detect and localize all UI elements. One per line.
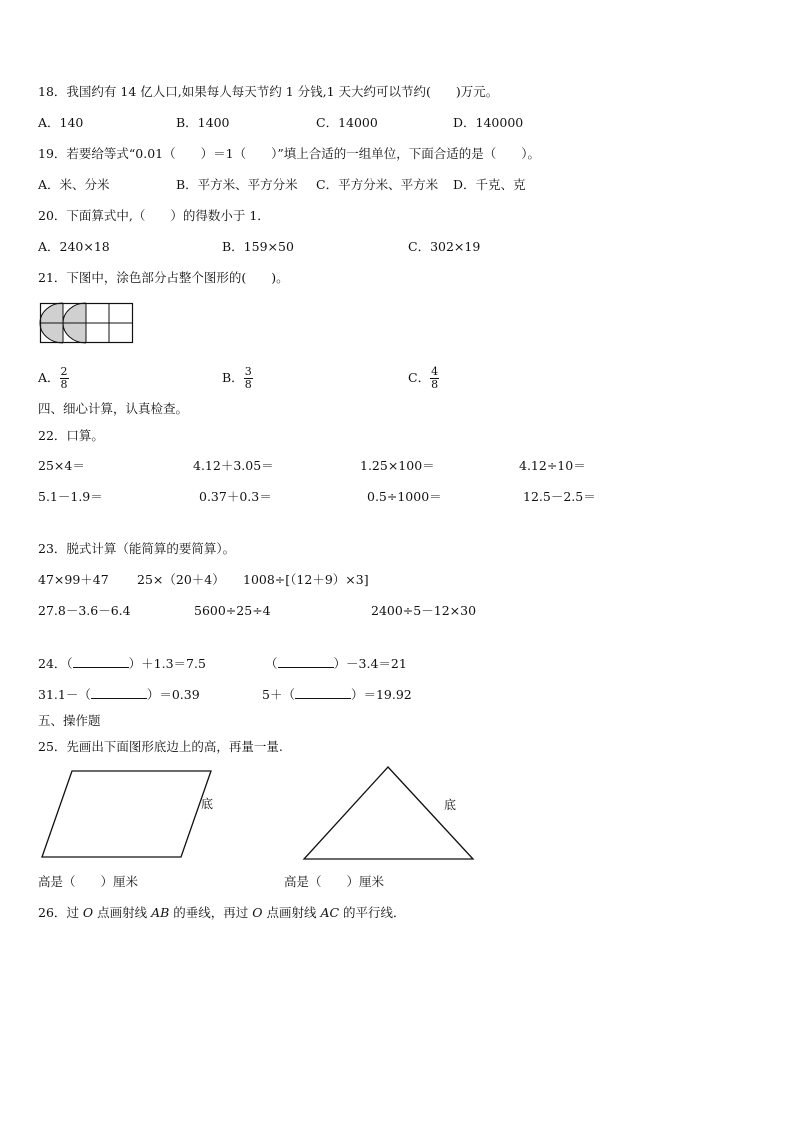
q23-r1-c1: 47×99＋47	[38, 572, 109, 587]
q22-r1-c4: 4.12÷10＝	[519, 458, 586, 473]
q22-r2-c2: 0.37＋0.3＝	[199, 489, 272, 504]
q23-r1-c2: 25×（20＋4）	[137, 572, 225, 587]
q18-option-c[interactable]: C．14000	[316, 115, 378, 130]
triangle-shape	[304, 767, 473, 859]
q21-shaded-grid-figure	[40, 303, 133, 343]
q20-option-a[interactable]: A．240×18	[38, 239, 110, 254]
section-5-heading: 五、操作题	[38, 713, 101, 728]
q23-r2-c2: 5600÷25÷4	[194, 603, 271, 618]
q20-option-c[interactable]: C．302×19	[408, 239, 481, 254]
answer-blank[interactable]	[91, 686, 147, 699]
q18-option-b[interactable]: B．1400	[176, 115, 230, 130]
q21-stem: 21．下图中，涂色部分占整个图形的( )。	[38, 270, 289, 285]
q18-option-d[interactable]: D．140000	[453, 115, 524, 130]
q24-r1-c2: （ ）－3.4＝21	[265, 656, 407, 671]
answer-blank[interactable]	[295, 686, 351, 699]
q18-option-a[interactable]: A．140	[38, 115, 84, 130]
parallelogram-shape	[42, 771, 214, 857]
q22-r1-c1: 25×4＝	[38, 458, 85, 473]
q23-r2-c3: 2400÷5－12×30	[371, 603, 477, 618]
q19-option-a[interactable]: A．米、分米	[38, 177, 110, 192]
q25-answer-parallelogram[interactable]: 高是（ ）厘米	[38, 874, 139, 889]
answer-blank[interactable]	[278, 655, 334, 668]
q22-r2-c1: 5.1－1.9＝	[38, 489, 103, 504]
q20-option-b[interactable]: B．159×50	[222, 239, 294, 254]
q24-r2-c1: 31.1－（ ）＝0.39	[38, 687, 200, 702]
q25-stem: 25．先画出下面图形底边上的高，再量一量.	[38, 739, 283, 754]
q19-stem: 19．若要给等式“0.01（ ）＝1（ ）”填上合适的一组单位，下面合适的是（ ）。	[38, 146, 540, 161]
q21-option-a[interactable]: A． $\frac{2}{8}$	[38, 365, 68, 391]
q23-r1-c3: 1008÷[（12＋9）×3]	[243, 572, 369, 587]
triangle-base-label: 底	[444, 798, 457, 812]
q22-r1-c3: 1.25×100＝	[360, 458, 435, 473]
q26-stem: 26．过 O 点画射线 AB 的垂线，再过 O 点画射线 AC 的平行线．	[38, 905, 406, 920]
q19-option-c[interactable]: C．平方分米、平方米	[316, 177, 439, 192]
q24-r2-c2: 5＋（ ）＝19.92	[262, 687, 412, 702]
q21-option-c[interactable]: C． $\frac{4}{8}$	[408, 365, 439, 391]
q19-option-d[interactable]: D．千克、克	[453, 177, 526, 192]
q18-stem: 18．我国约有 14 亿人口,如果每人每天节约 1 分钱,1 天大约可以节约( )万元。	[38, 84, 499, 99]
q22-r2-c4: 12.5－2.5＝	[523, 489, 596, 504]
parallelogram-base-label: 底	[201, 797, 214, 811]
q23-stem: 23．脱式计算（能简算的要简算）。	[38, 541, 236, 556]
q20-stem: 20．下面算式中,（ ）的得数小于 1．	[38, 208, 270, 223]
q25-answer-triangle[interactable]: 高是（ ）厘米	[284, 874, 385, 889]
q24-r1-c1: 24．（ ）＋1.3＝7.5	[38, 656, 206, 671]
section-4-heading: 四、细心计算，认真检查。	[38, 401, 189, 416]
answer-blank[interactable]	[73, 655, 129, 668]
q19-option-b[interactable]: B．平方米、平方分米	[176, 177, 298, 192]
q22-stem: 22．口算。	[38, 428, 104, 443]
q23-r2-c1: 27.8－3.6－6.4	[38, 603, 131, 618]
q22-r2-c3: 0.5÷1000＝	[367, 489, 442, 504]
q21-option-b[interactable]: B． $\frac{3}{8}$	[222, 365, 252, 391]
q22-r1-c2: 4.12＋3.05＝	[193, 458, 274, 473]
